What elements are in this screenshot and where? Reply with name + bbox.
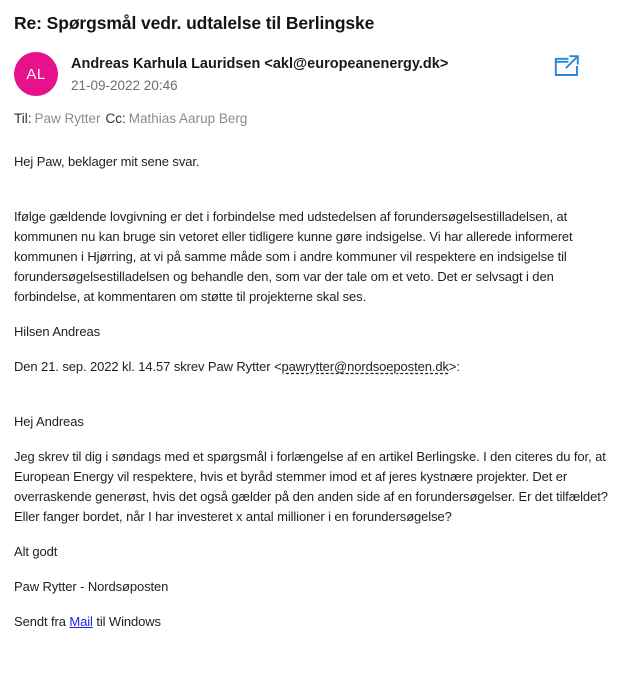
quoted-signature-line: Paw Rytter - Nordsøposten	[14, 579, 169, 594]
signoff-line: Hilsen Andreas	[14, 324, 101, 339]
sent-datetime: 21-09-2022 20:46	[71, 77, 178, 93]
footer-line	[14, 612, 610, 632]
footer-prefix: Sendt fra	[14, 614, 70, 629]
mail-app-link[interactable]: Mail	[69, 614, 93, 629]
email-subject: Re: Spørgsmål vedr. udtalelse til Berlingske	[14, 13, 375, 33]
quoted-greeting-line: Hej Andreas	[14, 414, 84, 429]
open-in-new-window-button[interactable]	[551, 52, 582, 80]
footer-suffix: til Windows	[92, 614, 161, 629]
email-body	[14, 152, 610, 632]
sender-meta	[71, 54, 551, 95]
quoted-sender-email-link[interactable]: pawrytter@nordsoeposten.dk	[281, 359, 449, 374]
greeting-line: Hej Paw, beklager mit sene svar.	[14, 154, 200, 169]
cc-recipient[interactable]: Mathias Aarup Berg	[128, 111, 248, 126]
quote-header-line	[14, 357, 610, 377]
quote-header-prefix: Den 21. sep. 2022 kl. 14.57 skrev Paw Rytter <	[14, 359, 282, 374]
quote-header-suffix: >:	[448, 359, 460, 374]
to-recipient[interactable]: Paw Rytter	[34, 111, 101, 126]
quoted-paragraph: Jeg skrev til dig i søndags med et spørgsmål i forlængelse af en artikel Berlingske. I den citeres du for, at European Energy vil respektere, hvis et byråd stemmer imod et af jeres kystnære projekter. Det er overraskende generøst, hvis det også gælder på den anden side af en forundersøgelser. Er det tilfældet? Eller fanger bordet, når I har investeret x antal millioner i en forundersøgelse?	[14, 449, 608, 524]
open-in-new-window-icon	[553, 54, 580, 78]
to-label: Til:	[14, 111, 32, 126]
quoted-signoff-line: Alt godt	[14, 544, 58, 559]
sender-row	[14, 52, 610, 96]
main-paragraph: Ifølge gældende lovgivning er det i forbindelse med udstedelsen af forundersøgelsestilladelsen, at kommunen nu kan bruge sin vetoret eller tidligere kunne gøre indsigelse. Vi har allerede informeret kommunen i Hjørring, at vi på samme måde som i andre kommuner vil respektere en indsigelse til forundersøgelsestilladelsen og behandle den, som var der tale om et veto. Det er selvsagt i den forbindelse, at kommentaren om støtte til projekterne skal ses.	[14, 209, 573, 304]
sender-avatar[interactable]: AL	[14, 52, 58, 96]
sender-name-email[interactable]: Andreas Karhula Lauridsen <akl@europeanenergy.dk>	[71, 55, 449, 72]
cc-label: Cc:	[105, 111, 126, 126]
recipients-row	[14, 109, 610, 129]
